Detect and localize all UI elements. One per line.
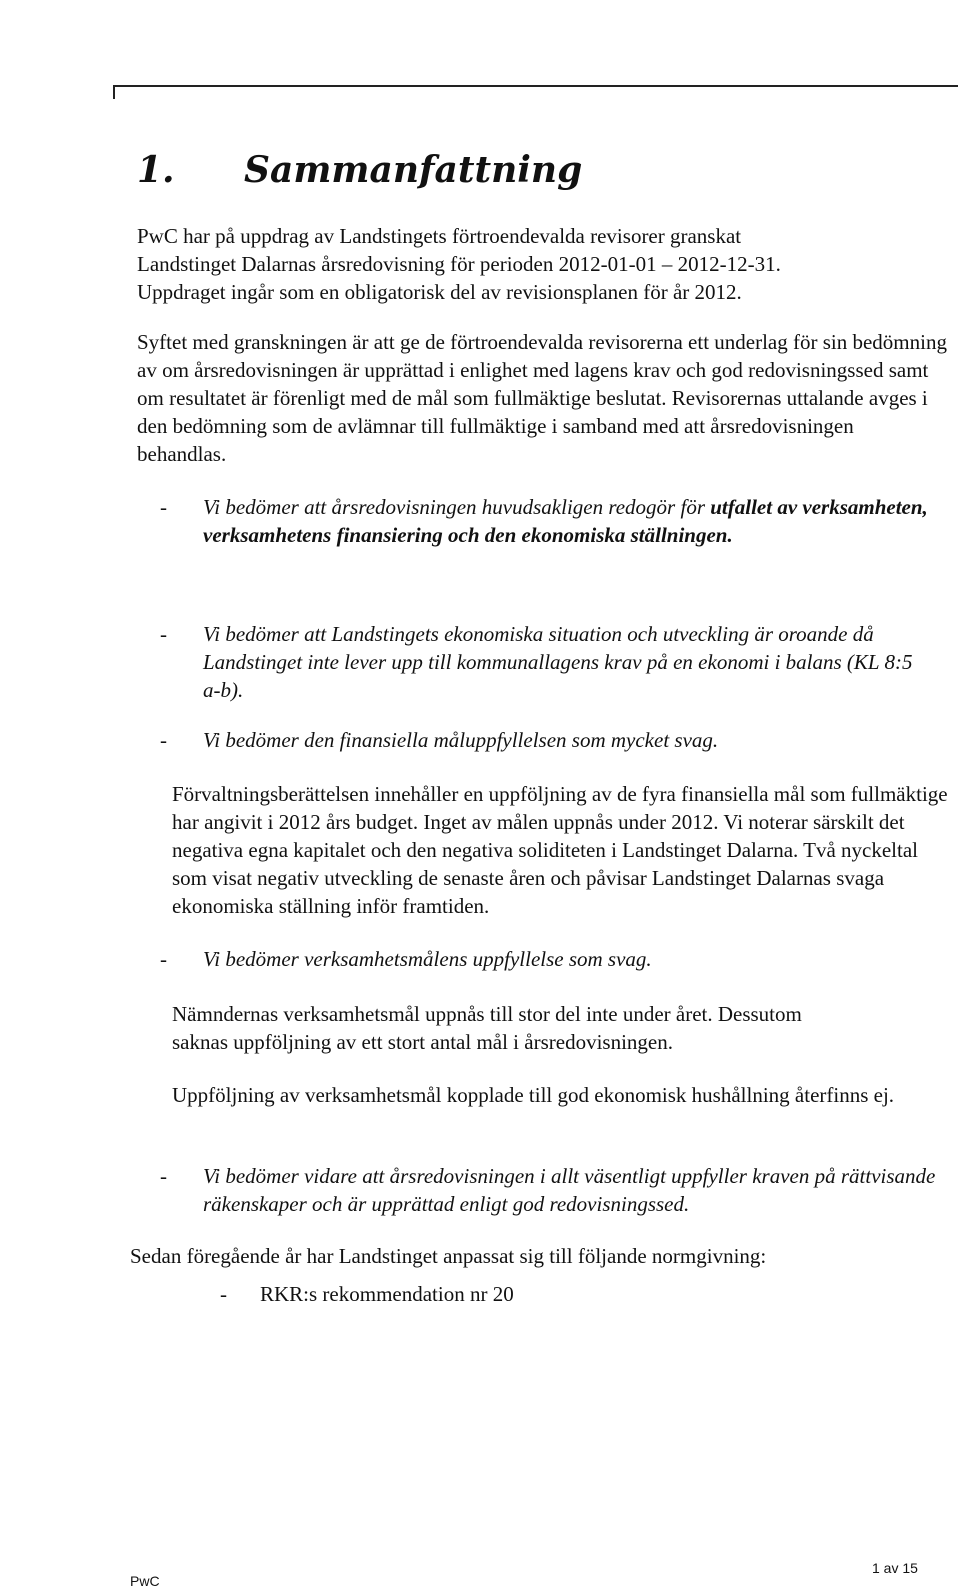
bullet-dash: -: [160, 947, 167, 971]
bullet-text: Vi bedömer vidare att årsredovisningen i allt väsentligt uppfyller kraven på rättvisande räkenskaper och är upprättad enligt god redovisningssed.: [203, 1164, 936, 1216]
paragraph-purpose: Syftet med granskningen är att ge de förtroendevalda revisorerna ett underlag för sin bedömning av om årsredovisningen är upprättad i enlighet med lagens krav och god redovisningssed samt om resultatet är förenligt med de mål som fullmäktige beslutat. Revisorernas uttalande avges i den bedömning som de avlämnar till fullmäktige i samband med att årsredovisningen behandlas.: [137, 330, 947, 466]
bullet-assessment-2: [160, 620, 920, 704]
bullet-text: RKR:s rekommendation nr 20: [260, 1282, 514, 1306]
bullet-dash: -: [160, 622, 167, 646]
paragraph-intro: PwC har på uppdrag av Landstingets förtroendevalda revisorer granskat Landstinget Dalarnas årsredovisning för perioden 2012-01-01 – 2012-12-31. Uppdraget ingår som en obligatorisk del av revisionsplanen för år 2012.: [137, 224, 781, 304]
bullet-text: Vi bedömer att årsredovisningen huvudsakligen redogör för: [203, 495, 711, 519]
paragraph-operational-goals: Nämndernas verksamhetsmål uppnås till stor del inte under året. Dessutom saknas uppföljning av ett stort antal mål i årsredovisningen.: [172, 1002, 802, 1054]
section-heading: [137, 148, 582, 192]
bullet-dash: -: [160, 1164, 167, 1188]
page-number: 1 av 15: [872, 1560, 918, 1576]
paragraph-follow-up: Uppföljning av verksamhetsmål kopplade till god ekonomisk hushållning återfinns ej.: [172, 1083, 895, 1107]
header-rule-corner: [113, 85, 115, 99]
section-title: Sammanfattning: [244, 149, 583, 191]
header-rule: [113, 85, 958, 87]
paragraph-financial-goals: Förvaltningsberättelsen innehåller en uppföljning av de fyra finansiella mål som fullmäktige har angivit i 2012 års budget. Inget av målen uppnås under 2012. Vi noterar särskilt det negativa egna kapitalet och den negativa soliditeten i Landstinget Dalarna. Två nyckeltal som visat negativ utveckling de senaste åren och påvisar Landstinget Dalarnas svaga ekonomiska ställning inför framtiden.: [172, 782, 948, 918]
bullet-text: Vi bedömer den finansiella måluppfyllelsen som mycket svag.: [203, 728, 719, 752]
bullet-standard-1: [220, 1280, 720, 1308]
bullet-text-bold: utfallet av verksamheten, verksamhetens finansiering och den ekonomiska ställningen.: [203, 495, 928, 547]
paragraph-standards: Sedan föregående år har Landstinget anpassat sig till följande normgivning:: [130, 1244, 767, 1268]
bullet-assessment-4: [160, 945, 920, 973]
bullet-dash: -: [160, 495, 167, 519]
bullet-text: Vi bedömer verksamhetsmålens uppfyllelse som svag.: [203, 947, 652, 971]
bullet-assessment-3: [160, 726, 920, 754]
bullet-text: Vi bedömer att Landstingets ekonomiska situation och utveckling är oroande då Landstinget inte lever upp till kommunallagens krav på en ekonomi i balans (KL 8:5 a-b).: [203, 622, 913, 702]
bullet-assessment-5: [160, 1162, 950, 1218]
section-number: 1.: [137, 149, 175, 191]
footer-company: PwC: [130, 1573, 160, 1589]
bullet-dash: -: [220, 1282, 227, 1306]
bullet-dash: -: [160, 728, 167, 752]
bullet-assessment-1: [160, 493, 950, 549]
